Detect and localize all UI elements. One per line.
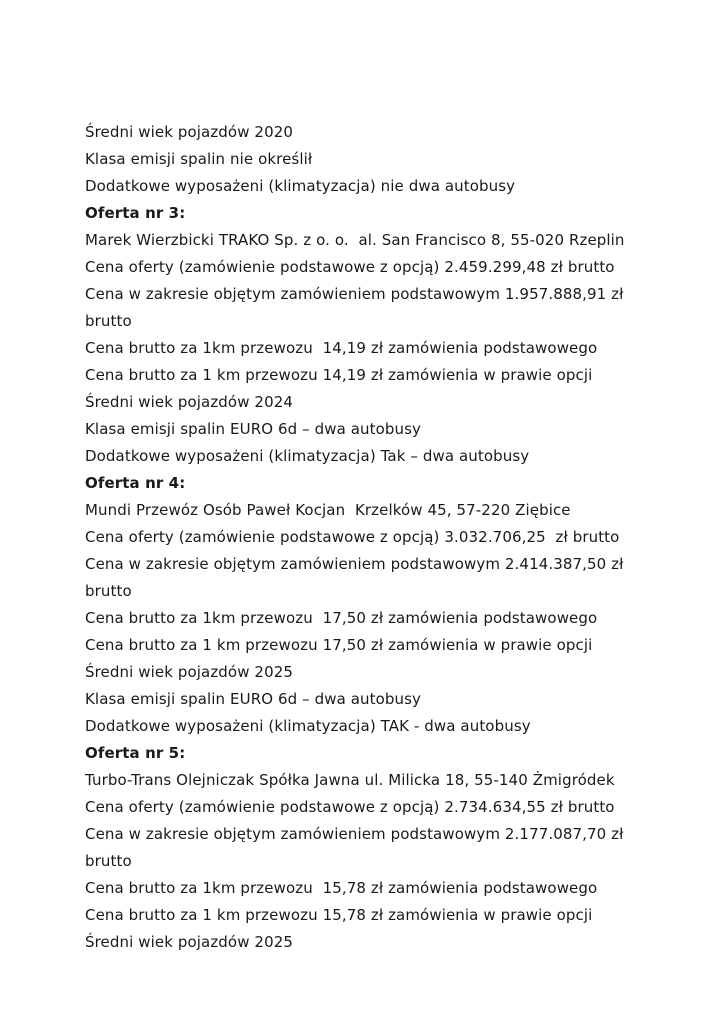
document-line: brutto [85, 852, 132, 870]
document-line: Dodatkowe wyposażeni (klimatyzacja) nie dwa autobusy [85, 177, 516, 195]
document-line: Cena brutto za 1 km przewozu 17,50 zł zamówienia w prawie opcji [85, 636, 593, 654]
offer-heading: Oferta nr 3: [85, 204, 186, 222]
offer-heading: Oferta nr 4: [85, 474, 186, 492]
document-content [85, 119, 685, 956]
document-line: Cena brutto za 1km przewozu 17,50 zł zamówienia podstawowego [85, 609, 598, 627]
document-line: Średni wiek pojazdów 2020 [85, 123, 294, 141]
offer-heading: Oferta nr 5: [85, 744, 186, 762]
document-line: Dodatkowe wyposażeni (klimatyzacja) Tak – dwa autobusy [85, 447, 530, 465]
document-line: Średni wiek pojazdów 2025 [85, 933, 294, 951]
document-line: Cena w zakresie objętym zamówieniem podstawowym 2.177.087,70 zł [85, 825, 624, 843]
document-line: Średni wiek pojazdów 2025 [85, 663, 294, 681]
document-line: Cena brutto za 1 km przewozu 15,78 zł zamówienia w prawie opcji [85, 906, 593, 924]
document-line: Cena brutto za 1km przewozu 15,78 zł zamówienia podstawowego [85, 879, 598, 897]
document-line: Cena w zakresie objętym zamówieniem podstawowym 2.414.387,50 zł [85, 555, 624, 573]
document-line: Cena oferty (zamówienie podstawowe z opcją) 2.459.299,48 zł brutto [85, 258, 615, 276]
document-line: Klasa emisji spalin EURO 6d – dwa autobusy [85, 420, 422, 438]
document-line: Turbo-Trans Olejniczak Spółka Jawna ul. Milicka 18, 55-140 Żmigródek [85, 771, 615, 789]
document-line: Cena oferty (zamówienie podstawowe z opcją) 3.032.706,25 zł brutto [85, 528, 620, 546]
document-line: Cena brutto za 1 km przewozu 14,19 zł zamówienia w prawie opcji [85, 366, 593, 384]
document-line: Klasa emisji spalin nie określił [85, 150, 313, 168]
document-line: Dodatkowe wyposażeni (klimatyzacja) TAK - dwa autobusy [85, 717, 531, 735]
document-line: Cena brutto za 1km przewozu 14,19 zł zamówienia podstawowego [85, 339, 598, 357]
document-line: brutto [85, 582, 132, 600]
document-line: Klasa emisji spalin EURO 6d – dwa autobusy [85, 690, 422, 708]
document-line: brutto [85, 312, 132, 330]
document-line: Mundi Przewóz Osób Paweł Kocjan Krzelków 45, 57-220 Ziębice [85, 501, 571, 519]
document-line: Cena w zakresie objętym zamówieniem podstawowym 1.957.888,91 zł [85, 285, 624, 303]
document-line: Marek Wierzbicki TRAKO Sp. z o. o. al. San Francisco 8, 55-020 Rzeplin [85, 231, 625, 249]
document-line: Średni wiek pojazdów 2024 [85, 393, 294, 411]
document-line: Cena oferty (zamówienie podstawowe z opcją) 2.734.634,55 zł brutto [85, 798, 615, 816]
